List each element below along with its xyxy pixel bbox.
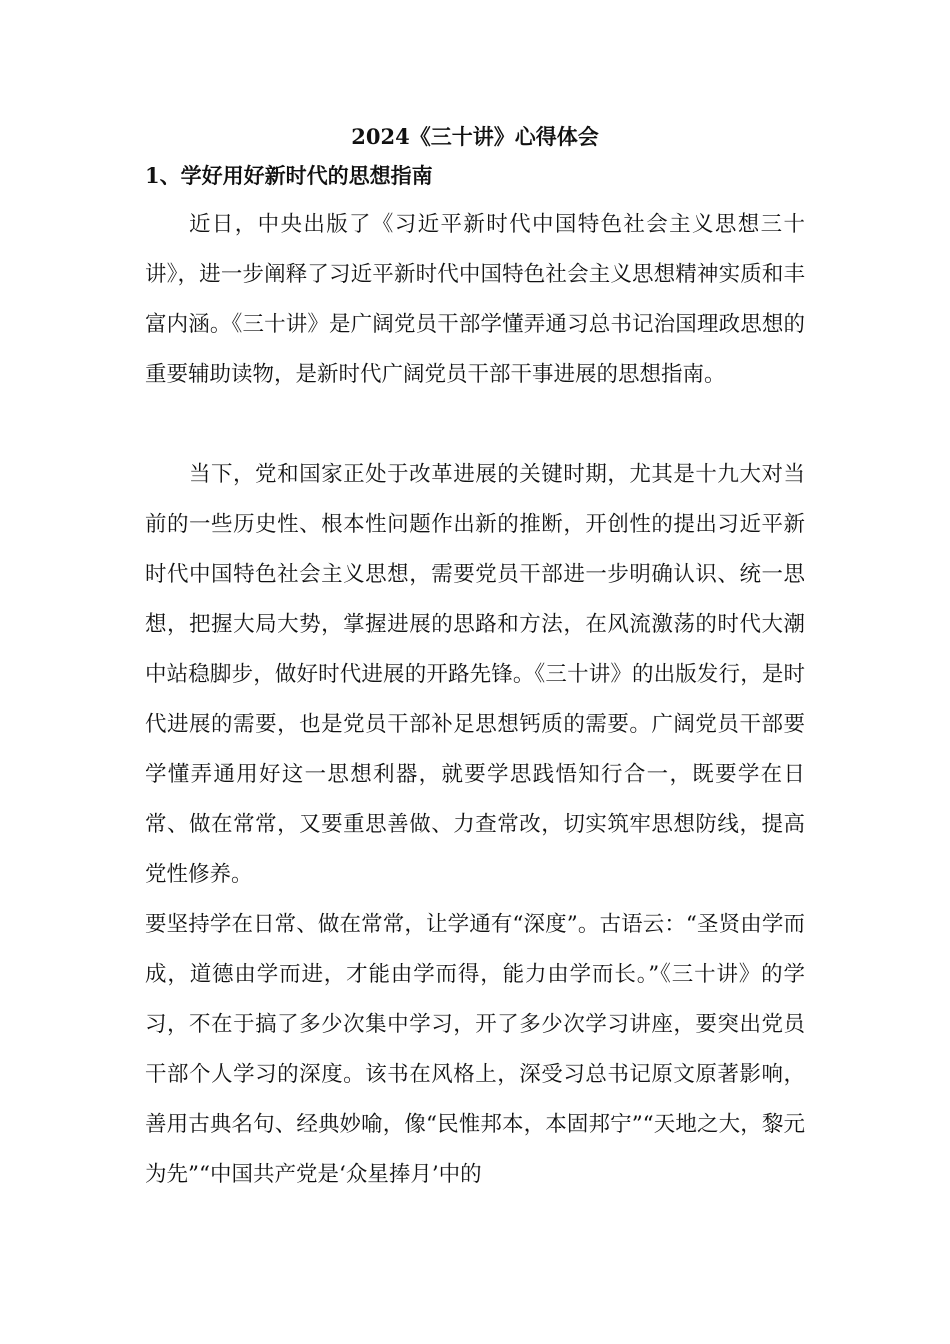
paragraph-2: 当下，党和国家正处于改革进展的关键时期，尤其是十九大对当前的一些历史性、根本性问题作出新的推断，开创性的提出习近平新时代中国特色社会主义思想，需要党员干部进一步明确认识、统一思想，把握大局大势，掌握进展的思路和方法，在风流激荡的时代大潮中站稳脚步，做好时代进展的开路先锋。《三十讲》的出版发行，是时代进展的需要，也是党员干部补足思想钙质的需要。广阔党员干部要学懂弄通用好这一思想利器，就要学思践悟知行合一，既要学在日常、做在常常，又要重思善做、力查常改，切实筑牢思想防线，提高党性修养。 [145,462,805,887]
paragraph-1: 近日，中央出版了《习近平新时代中国特色社会主义思想三十讲》，进一步阐释了习近平新时代中国特色社会主义思想精神实质和丰富内涵。《三十讲》是广阔党员干部学懂弄通习总书记治国理政思想的重要辅助读物，是新时代广阔党员干部干事进展的思想指南。 [145,212,805,387]
paragraph-3: 要坚持学在日常、做在常常，让学通有“深度”。古语云：“圣贤由学而成，道德由学而进，才能由学而得，能力由学而长。”《三十讲》的学习，不在于搞了多少次集中学习，开了多少次学习讲座，要突出党员干部个人学习的深度。该书在风格上，深受习总书记原文原著影响，善用古典名句、经典妙喻，像“民惟邦本，本固邦宁”“天地之大，黎元为先”“中国共产党是‘众星捧月’中的 [145,912,805,1187]
document-title: 2024《三十讲》心得体会 [351,124,599,149]
section-heading: 1、学好用好新时代的思想指南 [145,163,433,188]
